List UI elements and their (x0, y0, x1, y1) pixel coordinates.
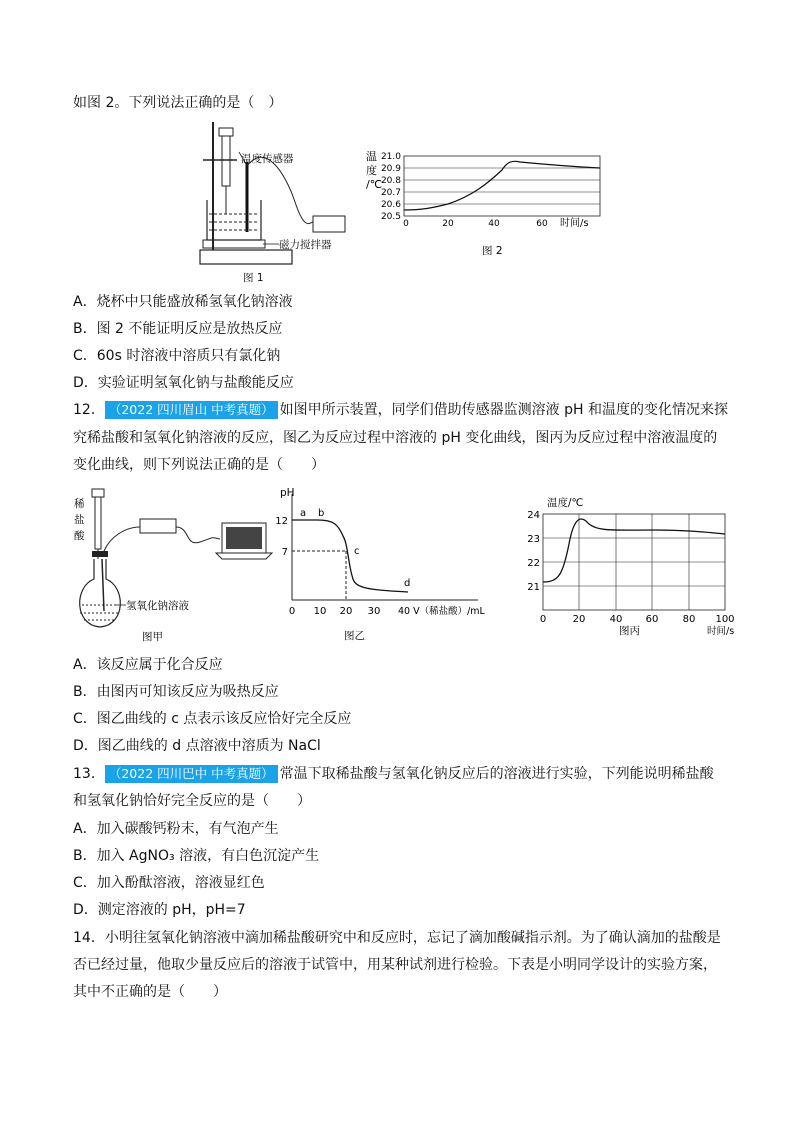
q12-option-a: A．该反应属于化合反应 (73, 657, 223, 673)
yi-xlabel: 40 V（稀盐酸）/mL (398, 606, 485, 617)
q12-option-b: B．由图丙可知该反应为吸热反应 (73, 684, 279, 700)
q11-option-c: C．60s 时溶液中溶质只有氯化钠 (73, 348, 281, 364)
bing-xtick: 60 (645, 614, 659, 625)
q11-option-b: B．图 2 不能证明反应是放热反应 (73, 321, 283, 337)
bing-ytick: 21 (527, 582, 540, 593)
q13-stem-line-1 (73, 764, 714, 784)
q12-stem-line-3: 变化曲线，则下列说法正确的是（ ） (73, 457, 325, 473)
bing-ylabel: 温度/℃ (547, 497, 584, 509)
figure-jia-caption: 图甲 (142, 631, 163, 643)
fig2-ylabel-3: /℃ (366, 178, 383, 191)
fig2-ytick: 21.0 (380, 152, 401, 162)
q13-option-c: C．加入酚酞溶液，溶液显红色 (73, 875, 265, 891)
stirrer-label: 磁力搅拌器 (279, 239, 332, 251)
q13-option-b: B．加入 AgNO₃ 溶液，有白色沉淀产生 (73, 848, 320, 864)
q13-option-a: A．加入碳酸钙粉末，有气泡产生 (73, 821, 279, 837)
yi-xtick: 0 (288, 606, 296, 617)
sensor-label: 温度传感器 (241, 153, 294, 165)
bing-xtick: 20 (572, 614, 586, 625)
q12-stem-line-1 (73, 400, 728, 420)
yi-ytick: 12 (275, 516, 288, 527)
bing-ytick: 23 (527, 534, 540, 545)
q12-number: 12． (73, 402, 105, 418)
q13-stem-text-1: 常温下取稀盐酸与氢氧化钠反应后的溶液进行实验，下列能说明稀盐酸 (279, 766, 714, 782)
point-b: b (318, 508, 325, 519)
yi-xtick: 10 (313, 606, 327, 617)
q14-line-1: 14．小明往氢氧化钠溶液中滴加稀盐酸研究中和反应时，忘记了滴加酸碱指示剂。为了确认滴加的盐酸是 (73, 930, 721, 946)
figure-2-caption: 图 2 (482, 245, 503, 257)
yi-ytick: 7 (281, 547, 288, 558)
yi-ylabel: pH (280, 487, 295, 499)
fig2-ylabel-2: 度 (366, 164, 377, 177)
fig2-ylabel-1: 温 (366, 150, 377, 163)
fig2-xtick: 0 (403, 219, 409, 229)
acid-label: 稀 (74, 498, 85, 510)
fig2-xtick: 40 (488, 219, 500, 229)
bing-ytick: 22 (527, 558, 540, 569)
bing-xtick: 100 (715, 614, 735, 625)
q14-line-2: 否已经过量，他取少量反应后的溶液于试管中，用某种试剂进行检验。下表是小明同学设计的实验方案， (73, 957, 717, 973)
q12-stem-text-1: 如图甲所示装置，同学们借助传感器监测溶液 pH 和温度的变化情况来探 (279, 402, 728, 418)
fig2-xtick: 20 (442, 219, 454, 229)
fig2-ytick: 20.6 (380, 200, 401, 210)
bing-xtick: 40 (609, 614, 623, 625)
fig2-ytick: 20.8 (380, 176, 401, 186)
figure-1-caption: 图 1 (243, 272, 264, 284)
fig2-xtick: 60 (536, 219, 548, 229)
q14-line-3: 其中不正确的是（ ） (73, 984, 227, 1000)
bing-xlabel: 时间/s (707, 626, 735, 637)
fig2-ytick: 20.5 (380, 212, 401, 222)
q13-number: 13． (73, 766, 105, 782)
point-d: d (404, 578, 411, 589)
figure-bing-caption: 图丙 (619, 625, 640, 637)
q12-stem-line-2: 究稀盐酸和氢氧化钠溶液的反应，图乙为反应过程中溶液的 pH 变化曲线，图丙为反应过程中溶液温度的 (73, 430, 718, 446)
point-a: a (300, 508, 307, 519)
q11-intro: 如图 2。下列说法正确的是（ ） (73, 95, 283, 111)
q11-option-a: A．烧杯中只能盛放稀氢氧化钠溶液 (73, 294, 293, 310)
q13-source-tag: （2022 四川巴中 中考真题） (105, 765, 278, 783)
q12-option-d: D．图乙曲线的 d 点溶液中溶质为 NaCl (73, 738, 321, 754)
yi-xtick: 30 (367, 606, 381, 617)
figure-yi-caption: 图乙 (344, 630, 365, 642)
figure-yi-chart (275, 484, 508, 644)
acid-label: 盐 (74, 514, 85, 526)
q12-source-tag: （2022 四川眉山 中考真题） (105, 401, 278, 419)
q12-option-c: C．图乙曲线的 c 点表示该反应恰好完全反应 (73, 711, 352, 727)
figure-1-apparatus (195, 122, 365, 287)
fig2-ytick: 20.9 (380, 164, 401, 174)
figure-2-chart (362, 146, 612, 258)
naoh-label: 氢氧化钠溶液 (126, 600, 189, 612)
q11-option-d: D．实验证明氢氧化钠与盐酸能反应 (73, 375, 294, 391)
bing-xtick: 80 (682, 614, 696, 625)
figure-jia-apparatus (70, 487, 280, 647)
fig2-xlabel: 时间/s (560, 218, 589, 229)
acid-label: 酸 (74, 530, 85, 542)
q13-stem-line-2: 和氢氧化钠恰好完全反应的是（ ） (73, 793, 311, 809)
bing-xtick: 0 (539, 614, 547, 625)
fig2-ytick: 20.7 (380, 188, 401, 198)
yi-xtick: 20 (339, 606, 353, 617)
bing-ytick: 24 (527, 510, 540, 521)
q13-option-d: D．测定溶液的 pH，pH=7 (73, 902, 246, 918)
figure-bing-chart (525, 494, 750, 639)
point-c: c (354, 546, 360, 557)
